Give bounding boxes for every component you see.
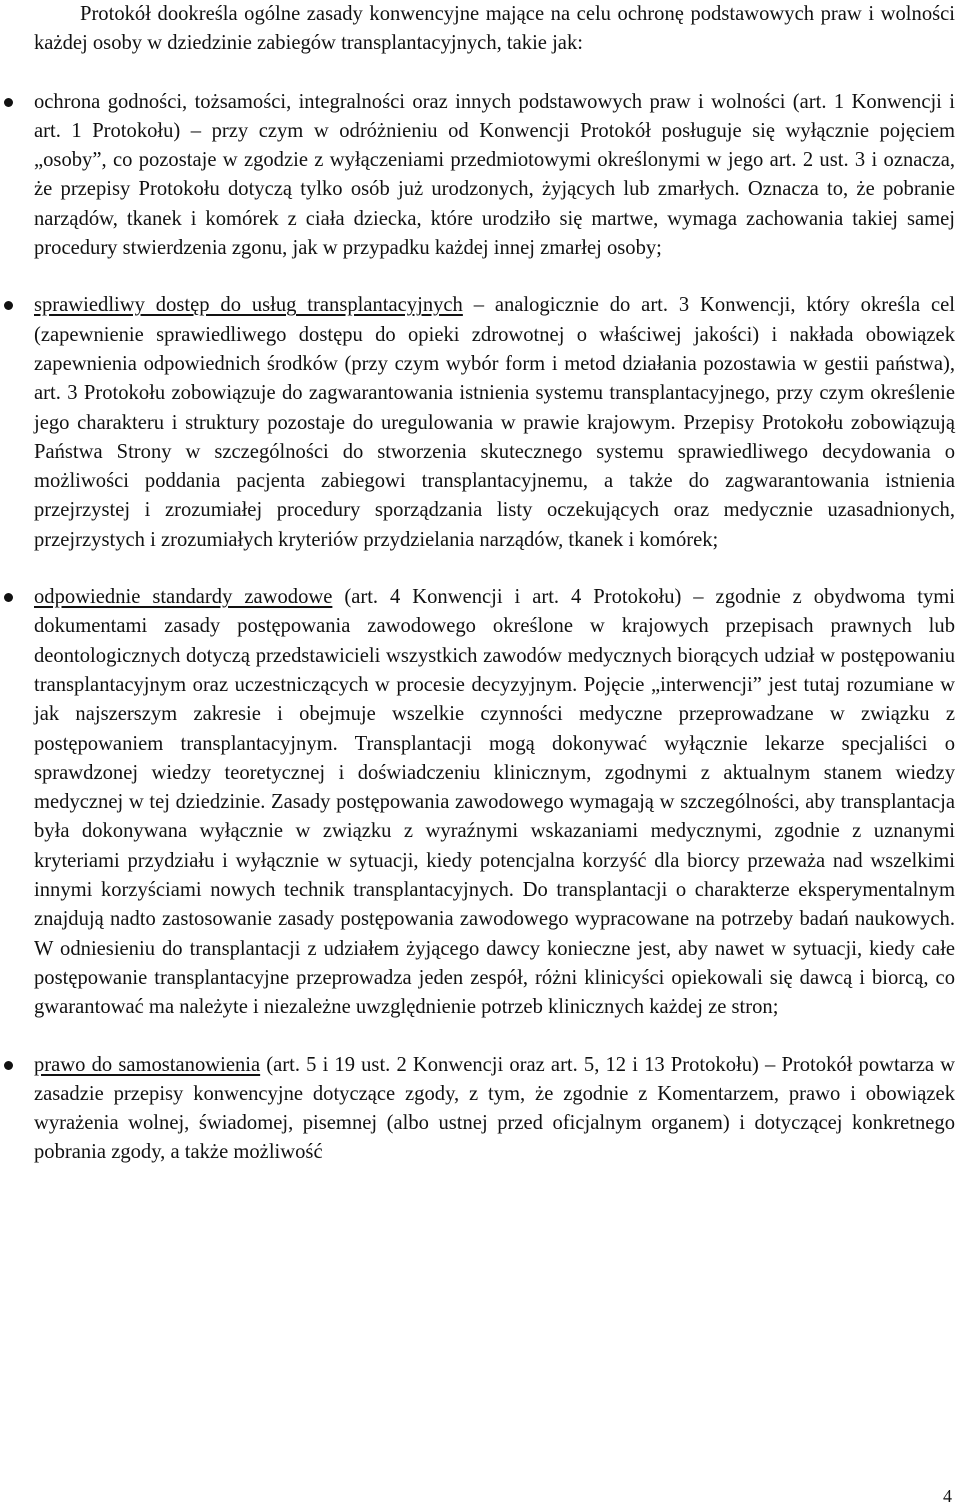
bullet-icon xyxy=(4,593,13,602)
list-item xyxy=(34,291,955,555)
item-text: ochrona godności, tożsamości, integralności oraz innych podstawowych praw i wolności (art. 1 Konwencji i art. 1 Protokołu) – przy czym w odróżnieniu od Konwencji Protokół posługuje się wyłącznie pojęciem „osoby”, co pozostaje w zgodzie z wyłączeniami przedmiotowymi określonymi w jego art. 2 ust. 3 i oznacza, że przepisy Protokołu dotyczą tylko osób już urodzonych, żyjących lub zmarłych. Oznacza to, że pobranie narządów, tkanek i komórek z ciała dziecka, które urodziło się martwe, wymaga zachowania takiej samej procedury stwierdzenia zgonu, jak w przypadku każdej innej zmarłej osoby; xyxy=(34,90,955,260)
item-text: (art. 5 i 19 ust. 2 Konwencji oraz art. 5, 12 i 13 Protokołu) – Protokół powtarza w zasadzie przepisy konwencyjne dotyczące zgody, z tym, że zgodnie z Komentarzem, prawo i obowiązek wyrażenia wolnej, świadomej, pisemnej (albo ustnej przed oficjalnym organem) i dotyczącej konkretnego pobrania zgody, a także możliwość xyxy=(34,1053,955,1164)
item-text: – analogicznie do art. 3 Konwencji, który określa cel (zapewnienie sprawiedliwego dostępu do opieki zdrowotnej o właściwej jakości) i nakłada obowiązek zapewnienia odpowiednich środków (przy czym wybór form i metod działania pozostawia w gestii państwa), art. 3 Protokołu zobowiązuje do zagwarantowania istnienia systemu transplantacyjnego, przy czym określenie jego charakteru i struktury pozostaje do uregulowania w prawie krajowym. Przepisy Protokołu zobowiązują Państwa Strony w szczególności do stworzenia skutecznego systemu sprawiedliwego decydowania o możliwości poddania pacjenta zabiegowi transplantacyjnemu, a także do zagwarantowania istnienia przejrzystej i zrozumiałej procedury sporządzania listy oczekujących oraz medycznie uzasadnionych, przejrzystych i zrozumiałych kryteriów przydzielania narządów, tkanek i komórek; xyxy=(34,294,955,551)
item-term: prawo do samostanowienia xyxy=(34,1053,261,1076)
list-item xyxy=(34,88,955,264)
page-number: 4 xyxy=(943,1486,952,1506)
bullet-icon xyxy=(4,301,13,310)
intro-paragraph: Protokół dookreśla ogólne zasady konwencyjne mające na celu ochronę podstawowych praw i wolności każdej osoby w dziedzinie zabiegów transplantacyjnych, takie jak: xyxy=(34,3,955,55)
document-body xyxy=(34,0,955,1196)
principles-list xyxy=(34,88,955,1168)
list-item xyxy=(34,1051,955,1168)
item-term: odpowiednie standardy zawodowe xyxy=(34,586,333,609)
item-text: (art. 4 Konwencji i art. 4 Protokołu) – zgodnie z obydwoma tymi dokumentami zasady postępowania zawodowego określone w krajowych przepisach prawnych lub deontologicznych dotyczą przedstawicieli wszystkich zawodów medycznych biorących udział w postępowaniu transplantacyjnym oraz uczestniczących w procesie decyzyjnym. Pojęcie „interwencji” jest tutaj rozumiane w jak najszerszym zakresie i obejmuje wszelkie czynności medyczne przeprowadzane w związku z postępowaniem transplantacyjnym. Transplantacji mogą dokonywać wyłącznie lekarze specjaliści o sprawdzonej wiedzy teoretycznej i doświadczeniu klinicznym, zgodnymi z aktualnym stanem wiedzy medycznej w tej dziedzinie. Zasady postępowania zawodowego wymagają w szczególności, aby transplantacja była dokonywana wyłącznie w związku z wyraźnymi wskazaniami medycznymi, zgodnie z uznanymi kryteriami przydziału i wyłącznie w sytuacji, kiedy potencjalna korzyść dla biorcy przeważa nad wszelkimi innymi korzyściami nowych technik transplantacyjnych. Do transplantacji o charakterze eksperymentalnym znajdują nadto zastosowanie zasady postępowania zawodowego wypracowane na potrzeby badań naukowych. W odniesieniu do transplantacji z udziałem żyjącego dawcy konieczne jest, aby nawet w sytuacji, kiedy całe postępowanie transplantacyjne przeprowadza jeden zespół, różni klinicyści opiekowali się dawcą i biorcą, co gwarantować ma należyte i niezależne uwzględnienie potrzeb klinicznych każdej ze stron; xyxy=(34,586,955,1019)
bullet-icon xyxy=(4,1061,13,1070)
bullet-icon xyxy=(4,98,13,107)
list-item xyxy=(34,583,955,1022)
item-term: sprawiedliwy dostęp do usług transplantacyjnych xyxy=(34,294,463,317)
